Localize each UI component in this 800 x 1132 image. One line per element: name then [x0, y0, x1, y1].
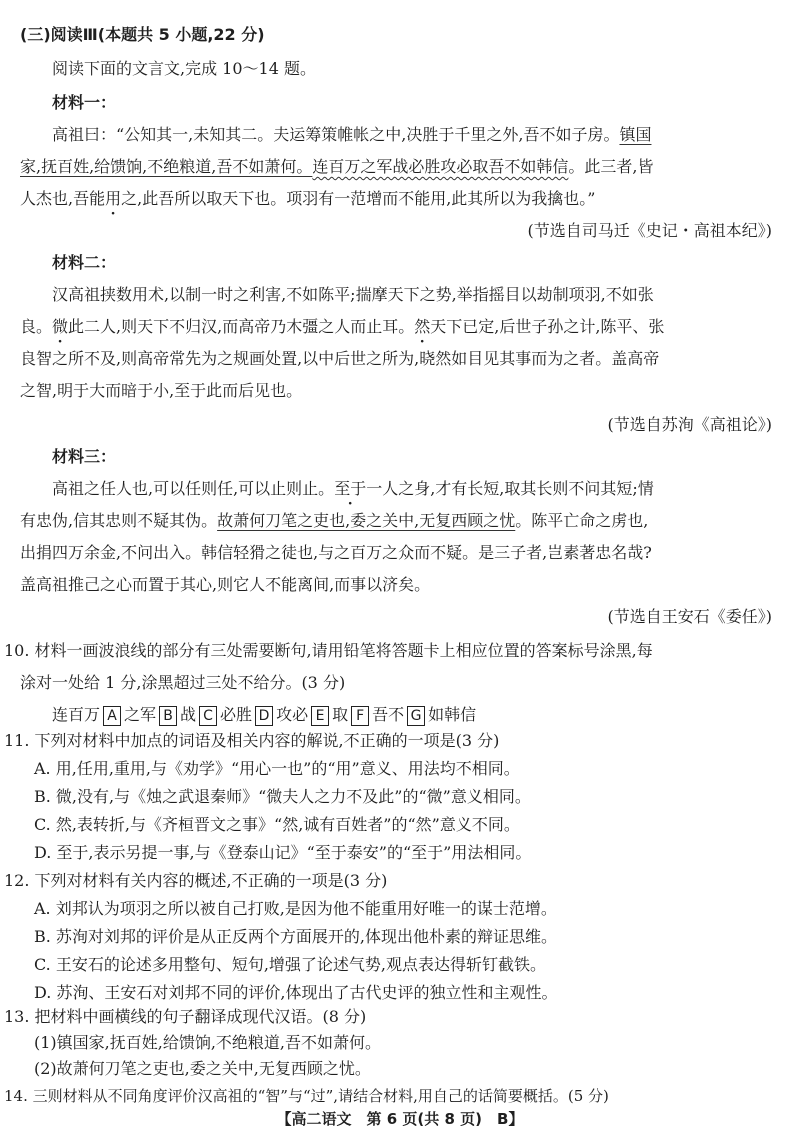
m1-text: 。此三者,皆: [568, 157, 654, 176]
material2-label: 材料二：: [52, 253, 117, 272]
section-title: (三)阅读Ⅲ(本题共 5 小题,22 分): [20, 25, 265, 44]
q10-box-g[interactable]: G: [407, 706, 425, 726]
material2-line3: 良智之所不及,则高帝常先为之规画处置,以中后世之所为,晓然如目见其事而为之者。盖高帝: [20, 349, 660, 368]
q14-stem: 14. 三则材料从不同角度评价汉高祖的“智”与“过”,请结合材料,用自己的话简要概括。(5 分): [4, 1087, 609, 1105]
m2-text: 良。: [20, 317, 53, 336]
material3-line3: 出捐四万余金,不问出入。韩信轻猾之徒也,与之百万之众而不疑。是三子者,岂素著忠名哉?: [20, 543, 652, 562]
material2-line4: 之智,明于大而暗于小,至于此而后见也。: [20, 381, 303, 400]
q10-stem-line2: 涂对一处给 1 分,涂黑超过三处不给分。(3 分): [20, 673, 346, 692]
q10-stem-line1: 10. 材料一画波浪线的部分有三处需要断句,请用铅笔将答题卡上相应位置的答案标号涂黑,每: [4, 641, 653, 660]
material3-source: (节选自王安石《委任》): [607, 607, 772, 626]
instruction: 阅读下面的文言文,完成 10～14 题。: [52, 59, 316, 78]
q10-segment: 必胜: [220, 705, 253, 724]
material1-line2: [20, 156, 653, 178]
q12-option-b[interactable]: B. 苏洵对刘邦的评价是从正反两个方面展开的,体现出他朴素的辩证思维。: [34, 927, 558, 946]
m3-text: 高祖之任人也,可以任则任,可以止则止。: [52, 479, 335, 498]
q13-item-1: (1)镇国家,抚百姓,给馈饷,不绝粮道,吾不如萧何。: [34, 1033, 382, 1052]
material3-line1: [52, 478, 654, 500]
q10-box-e[interactable]: E: [311, 706, 329, 726]
q10-segment: 取: [332, 705, 349, 724]
m2-dotted-wei: 微: [52, 317, 69, 336]
m2-text: 此二人,则天下不归汉,而高帝乃木彊之人而止耳。: [68, 317, 415, 336]
material1-line3: [20, 188, 595, 210]
q10-box-b[interactable]: B: [159, 706, 177, 726]
material1-source: (节选自司马迁《史记・高祖本纪》): [527, 221, 772, 240]
q10-box-d[interactable]: D: [255, 706, 273, 726]
material3-line4: 盖高祖推己之心而置于其心,则它人不能离间,而事以济矣。: [20, 575, 431, 594]
q11-stem: 11. 下列对材料中加点的词语及相关内容的解说,不正确的一项是(3 分): [4, 731, 500, 750]
page-footer: 【高二语文 第 6 页(共 8 页) B】: [276, 1110, 524, 1128]
q11-option-c[interactable]: C. 然,表转折,与《齐桓晋文之事》“然,诚有百姓者”的“然”意义不同。: [34, 815, 520, 834]
q10-box-c[interactable]: C: [199, 706, 217, 726]
q13-item-2: (2)故萧何刀笔之吏也,委之关中,无复西顾之忧。: [34, 1059, 371, 1078]
m2-text: 天下已定,后世子孙之计,陈平、张: [430, 317, 665, 336]
material2-line2: [20, 316, 664, 338]
m3-text: 有忠伪,信其忠则不疑其伪。: [20, 511, 218, 530]
m3-dotted-zhiyu: 至于: [334, 479, 367, 498]
m2-dotted-ran: 然: [414, 317, 431, 336]
material3-line2: [20, 510, 648, 532]
q10-segment: 连百万: [52, 705, 101, 724]
q12-option-d[interactable]: D. 苏洵、王安石对刘邦不同的评价,体现出了古代史评的独立性和主观性。: [34, 983, 558, 1002]
material1-label: 材料一：: [52, 93, 117, 112]
q10-segment: 之军: [124, 705, 157, 724]
m1-text: 人杰也,吾能: [20, 189, 106, 208]
m1-text: 之,此吾所以取天下也。项羽有一范增而不能用,此其所以为我擒也。”: [121, 189, 596, 208]
q10-box-f[interactable]: F: [351, 706, 369, 726]
q10-segment: 吾不: [372, 705, 405, 724]
q11-option-b[interactable]: B. 微,没有,与《烛之武退秦师》“微夫人之力不及此”的“微”意义相同。: [34, 787, 531, 806]
material2-line1: 汉高祖挟数用术,以制一时之利害,不如陈平;揣摩天下之势,举指摇目以劫制项羽,不如张: [52, 285, 654, 304]
m1-dotted-yong: 用: [105, 189, 122, 208]
q10-break-options: [52, 704, 476, 726]
q13-stem: 13. 把材料中画横线的句子翻译成现代汉语。(8 分): [4, 1007, 367, 1026]
q10-segment: 战: [180, 705, 197, 724]
q11-option-a[interactable]: A. 用,任用,重用,与《劝学》“用心一也”的“用”意义、用法均不相同。: [34, 759, 520, 778]
q10-segment: 攻必: [276, 705, 309, 724]
m3-text: 一人之身,才有长短,取其长则不问其短;情: [366, 479, 654, 498]
material3-label: 材料三：: [52, 447, 117, 466]
m1-text: 高祖曰：“公知其一,未知其二。夫运筹策帷帐之中,决胜于千里之外,吾不如子房。: [52, 125, 620, 144]
m1-underline-1: 镇国: [619, 125, 652, 144]
m3-underline: 故萧何刀笔之吏也,委之关中,无复西顾之忧: [217, 511, 516, 530]
q11-option-d[interactable]: D. 至于,表示另提一事,与《登泰山记》“至于泰安”的“至于”用法相同。: [34, 843, 532, 862]
q12-option-a[interactable]: A. 刘邦认为项羽之所以被自己打败,是因为他不能重用好唯一的谋士范增。: [34, 899, 557, 918]
q10-box-a[interactable]: A: [103, 706, 121, 726]
m1-wavy-sentence: 连百万之军战必胜攻必取吾不如韩信: [312, 157, 569, 176]
material2-source: (节选自苏洵《高祖论》): [607, 415, 772, 434]
q12-stem: 12. 下列对材料有关内容的概述,不正确的一项是(3 分): [4, 871, 388, 890]
q12-option-c[interactable]: C. 王安石的论述多用整句、短句,增强了论述气势,观点表达得斩钉截铁。: [34, 955, 547, 974]
q10-segment: 如韩信: [428, 705, 477, 724]
m3-text: 。陈平亡命之虏也,: [515, 511, 649, 530]
m1-underline-2: 家,抚百姓,给馈饷,不绝粮道,吾不如萧何。: [20, 157, 313, 176]
material1-line1: [52, 124, 651, 146]
